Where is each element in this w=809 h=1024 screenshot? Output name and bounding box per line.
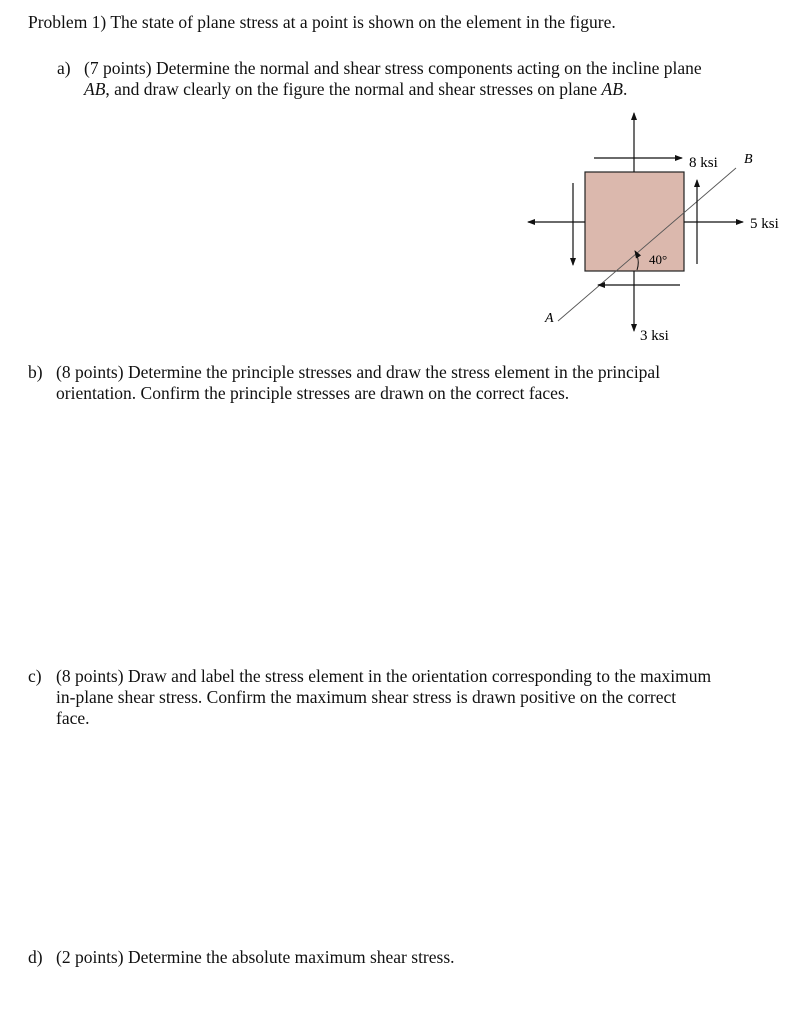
part-d-marker: d) bbox=[28, 947, 43, 967]
label-3ksi: 3 ksi bbox=[640, 328, 669, 344]
part-b-marker: b) bbox=[28, 362, 43, 382]
part-c-line-3: face. bbox=[56, 708, 90, 728]
label-angle: 40° bbox=[649, 252, 668, 267]
label-B: B bbox=[744, 152, 753, 167]
part-b-line-2: orientation. Confirm the principle stresses are drawn on the correct faces. bbox=[56, 383, 570, 403]
part-a-line-2-text: , and draw clearly on the figure the normal and shear stresses on plane bbox=[105, 79, 602, 99]
part-c-line-1: (8 points) Draw and label the stress element in the orientation corresponding to the maximum bbox=[56, 666, 712, 686]
stress-element-square bbox=[585, 172, 684, 271]
plane-ab-label: AB bbox=[84, 79, 106, 99]
label-A: A bbox=[545, 311, 554, 326]
problem-title: Problem 1) The state of plane stress at a point is shown on the element in the figure. bbox=[28, 12, 616, 32]
label-5ksi: 5 ksi bbox=[750, 216, 779, 232]
part-a-line-2-end: . bbox=[622, 79, 628, 99]
label-8ksi: 8 ksi bbox=[689, 155, 718, 171]
part-a-line-2 bbox=[84, 79, 627, 99]
part-b-line-1: (8 points) Determine the principle stresses and draw the stress element in the principal bbox=[56, 362, 661, 382]
part-a-line-1: (7 points) Determine the normal and shear stress components acting on the incline plane bbox=[84, 58, 702, 78]
part-c-line-2: in-plane shear stress. Confirm the maximum shear stress is drawn positive on the correct bbox=[56, 687, 677, 707]
part-a-marker: a) bbox=[57, 58, 71, 78]
part-d-line-1: (2 points) Determine the absolute maximum shear stress. bbox=[56, 947, 455, 967]
stress-element-figure bbox=[520, 108, 800, 358]
part-c-marker: c) bbox=[28, 666, 42, 686]
plane-ab-label-2: AB bbox=[601, 79, 623, 99]
